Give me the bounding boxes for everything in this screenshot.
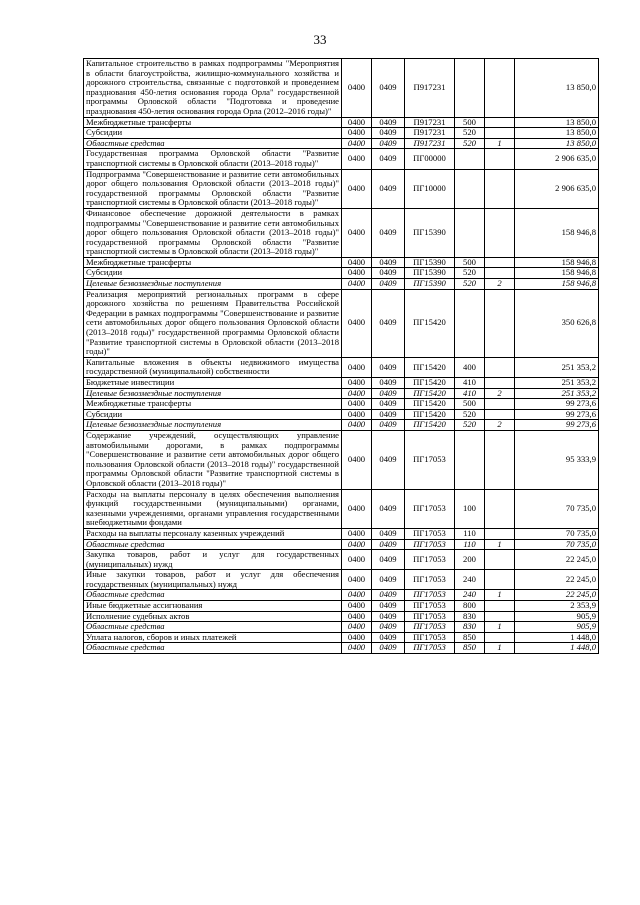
amount-cell: 13 850,0 (515, 117, 599, 128)
table-row (84, 149, 599, 169)
funding-source-cell (485, 409, 515, 420)
target-article-cell: ПГ15420 (405, 399, 455, 410)
subsection-code-cell: 0409 (372, 279, 405, 290)
target-article-cell: П917231 (405, 128, 455, 139)
section-code-cell: 0400 (342, 59, 372, 118)
amount-cell: 13 850,0 (515, 138, 599, 149)
funding-source-cell (485, 601, 515, 612)
subsection-code-cell: 0409 (372, 550, 405, 570)
funding-source-cell (485, 611, 515, 622)
target-article-cell: ПГ15420 (405, 420, 455, 431)
expense-name-cell: Субсидии (84, 268, 342, 279)
subsection-code-cell: 0409 (372, 489, 405, 528)
table-row (84, 643, 599, 654)
section-code-cell: 0400 (342, 489, 372, 528)
section-code-cell: 0400 (342, 399, 372, 410)
amount-cell: 99 273,6 (515, 420, 599, 431)
expense-name-cell: Расходы на выплаты персоналу в целях обеспечения выполнения функций государственными (муниципальными) органами, казенными учреждениями, органами управления государственными внебюджетными фондами (84, 489, 342, 528)
table-row (84, 409, 599, 420)
amount-cell: 99 273,6 (515, 399, 599, 410)
table-row (84, 289, 599, 357)
expense-name-cell: Целевые безвозмездные поступления (84, 388, 342, 399)
table-row (84, 128, 599, 139)
section-code-cell: 0400 (342, 550, 372, 570)
amount-cell: 13 850,0 (515, 128, 599, 139)
expense-type-cell: 830 (455, 611, 485, 622)
funding-source-cell (485, 430, 515, 489)
table-row (84, 208, 599, 257)
table-row (84, 357, 599, 377)
expense-type-cell: 830 (455, 622, 485, 633)
funding-source-cell: 2 (485, 279, 515, 290)
funding-source-cell (485, 128, 515, 139)
subsection-code-cell: 0409 (372, 378, 405, 389)
funding-source-cell: 2 (485, 388, 515, 399)
subsection-code-cell: 0409 (372, 399, 405, 410)
expense-type-cell: 410 (455, 378, 485, 389)
amount-cell: 251 353,2 (515, 378, 599, 389)
expense-type-cell (455, 430, 485, 489)
table-row (84, 590, 599, 601)
funding-source-cell (485, 59, 515, 118)
table-row (84, 489, 599, 528)
section-code-cell: 0400 (342, 590, 372, 601)
funding-source-cell: 1 (485, 643, 515, 654)
expense-type-cell: 520 (455, 420, 485, 431)
section-code-cell: 0400 (342, 420, 372, 431)
expense-name-cell: Капитальное строительство в рамках подпрограммы "Мероприятия в области благоустройства, жилищно-коммунального хозяйства и дорожного строительства, связанные с подготовкой и проведением празднования 450-летия основания города Орла" государственной программы Орловской области "Подготовка и проведение празднования 450-летия основания города Орла (2012–2016 годы)" (84, 59, 342, 118)
amount-cell: 251 353,2 (515, 357, 599, 377)
funding-source-cell (485, 169, 515, 208)
expense-name-cell: Капитальные вложения в объекты недвижимого имущества государственной (муниципальной) собственности (84, 357, 342, 377)
funding-source-cell: 1 (485, 622, 515, 633)
expense-name-cell: Уплата налогов, сборов и иных платежей (84, 632, 342, 643)
amount-cell: 158 946,8 (515, 257, 599, 268)
target-article-cell: ПГ15420 (405, 289, 455, 357)
expense-type-cell: 110 (455, 528, 485, 539)
budget-table (83, 58, 599, 654)
table-row (84, 601, 599, 612)
expense-name-cell: Областные средства (84, 643, 342, 654)
subsection-code-cell: 0409 (372, 539, 405, 550)
target-article-cell: ПГ15390 (405, 279, 455, 290)
expense-type-cell: 100 (455, 489, 485, 528)
section-code-cell: 0400 (342, 611, 372, 622)
funding-source-cell: 1 (485, 539, 515, 550)
section-code-cell: 0400 (342, 268, 372, 279)
subsection-code-cell: 0409 (372, 590, 405, 601)
table-row (84, 550, 599, 570)
expense-type-cell: 400 (455, 357, 485, 377)
expense-name-cell: Финансовое обеспечение дорожной деятельности в рамках подпрограммы "Совершенствование и развитие сети автомобильных дорог общего пользования Орловской области (2013–2018 годы)" государственной программы Орловской области "Развитие транспортной системы в Орловской области (2013–2018 годы)" (84, 208, 342, 257)
expense-name-cell: Областные средства (84, 138, 342, 149)
expense-type-cell (455, 208, 485, 257)
section-code-cell: 0400 (342, 208, 372, 257)
expense-name-cell: Бюджетные инвестиции (84, 378, 342, 389)
table-row (84, 632, 599, 643)
subsection-code-cell: 0409 (372, 601, 405, 612)
amount-cell: 13 850,0 (515, 59, 599, 118)
amount-cell: 905,9 (515, 622, 599, 633)
expense-name-cell: Расходы на выплаты персоналу казенных учреждений (84, 528, 342, 539)
amount-cell: 22 245,0 (515, 570, 599, 590)
expense-name-cell: Иные бюджетные ассигнования (84, 601, 342, 612)
section-code-cell: 0400 (342, 632, 372, 643)
table-row (84, 268, 599, 279)
expense-name-cell: Межбюджетные трансферты (84, 399, 342, 410)
funding-source-cell (485, 289, 515, 357)
expense-name-cell: Реализация мероприятий региональных программ в сфере дорожного хозяйства по решениям Правительства Российской Федерации в рамках подпрограммы "Совершенствование и развитие сети автомобильных дорог общего пользования Орловской области (2013–2018 годы)" государственной программы Орловской области "Развитие транспортной системы в Орловской области (2013–2018 годы)" (84, 289, 342, 357)
subsection-code-cell: 0409 (372, 388, 405, 399)
amount-cell: 22 245,0 (515, 590, 599, 601)
table-row (84, 59, 599, 118)
target-article-cell: ПГ10000 (405, 169, 455, 208)
subsection-code-cell: 0409 (372, 643, 405, 654)
target-article-cell: ПГ17053 (405, 430, 455, 489)
amount-cell: 70 735,0 (515, 528, 599, 539)
expense-type-cell: 520 (455, 409, 485, 420)
subsection-code-cell: 0409 (372, 632, 405, 643)
target-article-cell: ПГ17053 (405, 489, 455, 528)
amount-cell: 350 626,8 (515, 289, 599, 357)
subsection-code-cell: 0409 (372, 268, 405, 279)
expense-type-cell: 520 (455, 268, 485, 279)
expense-type-cell (455, 149, 485, 169)
target-article-cell: ПГ15420 (405, 388, 455, 399)
expense-name-cell: Областные средства (84, 590, 342, 601)
section-code-cell: 0400 (342, 378, 372, 389)
table-row (84, 378, 599, 389)
subsection-code-cell: 0409 (372, 257, 405, 268)
table-row (84, 117, 599, 128)
target-article-cell: ПГ17053 (405, 590, 455, 601)
target-article-cell: ПГ17053 (405, 622, 455, 633)
expense-type-cell (455, 169, 485, 208)
section-code-cell: 0400 (342, 149, 372, 169)
subsection-code-cell: 0409 (372, 117, 405, 128)
expense-type-cell: 500 (455, 399, 485, 410)
amount-cell: 22 245,0 (515, 550, 599, 570)
funding-source-cell: 2 (485, 420, 515, 431)
expense-name-cell: Исполнение судебных актов (84, 611, 342, 622)
section-code-cell: 0400 (342, 138, 372, 149)
section-code-cell: 0400 (342, 289, 372, 357)
section-code-cell: 0400 (342, 169, 372, 208)
section-code-cell: 0400 (342, 128, 372, 139)
table-row (84, 257, 599, 268)
expense-type-cell: 850 (455, 643, 485, 654)
expense-name-cell: Содержание учреждений, осуществляющих управление автомобильными дорогами, в рамках подпрограммы "Совершенствование и развитие сети автомобильных дорог общего пользования Орловской области (2013–2018 годы)" государственной программы Орловской области "Развитие транспортной системы в Орловской области (2013–2018 годы)" (84, 430, 342, 489)
target-article-cell: ПГ17053 (405, 611, 455, 622)
table-row (84, 279, 599, 290)
table-row (84, 622, 599, 633)
target-article-cell: П917231 (405, 138, 455, 149)
subsection-code-cell: 0409 (372, 59, 405, 118)
amount-cell: 158 946,8 (515, 279, 599, 290)
subsection-code-cell: 0409 (372, 357, 405, 377)
subsection-code-cell: 0409 (372, 208, 405, 257)
funding-source-cell (485, 117, 515, 128)
amount-cell: 95 333,9 (515, 430, 599, 489)
target-article-cell: ПГ15420 (405, 378, 455, 389)
section-code-cell: 0400 (342, 601, 372, 612)
funding-source-cell (485, 149, 515, 169)
expense-name-cell: Межбюджетные трансферты (84, 257, 342, 268)
table-row (84, 430, 599, 489)
expense-name-cell: Государственная программа Орловской области "Развитие транспортной системы в Орловской области (2013–2018 годы)" (84, 149, 342, 169)
table-row (84, 388, 599, 399)
expense-name-cell: Межбюджетные трансферты (84, 117, 342, 128)
subsection-code-cell: 0409 (372, 138, 405, 149)
subsection-code-cell: 0409 (372, 430, 405, 489)
amount-cell: 99 273,6 (515, 409, 599, 420)
target-article-cell: ПГ17053 (405, 570, 455, 590)
target-article-cell: ПГ00000 (405, 149, 455, 169)
expense-name-cell: Иные закупки товаров, работ и услуг для обеспечения государственных (муниципальных) нужд (84, 570, 342, 590)
amount-cell: 1 448,0 (515, 632, 599, 643)
section-code-cell: 0400 (342, 388, 372, 399)
funding-source-cell (485, 570, 515, 590)
expense-type-cell: 410 (455, 388, 485, 399)
expense-name-cell: Субсидии (84, 409, 342, 420)
amount-cell: 251 353,2 (515, 388, 599, 399)
section-code-cell: 0400 (342, 539, 372, 550)
table-row (84, 138, 599, 149)
amount-cell: 70 735,0 (515, 539, 599, 550)
target-article-cell: ПГ15420 (405, 357, 455, 377)
expense-type-cell: 520 (455, 128, 485, 139)
expense-name-cell: Целевые безвозмездные поступления (84, 279, 342, 290)
subsection-code-cell: 0409 (372, 128, 405, 139)
expense-name-cell: Областные средства (84, 622, 342, 633)
expense-name-cell: Целевые безвозмездные поступления (84, 420, 342, 431)
target-article-cell: ПГ17053 (405, 528, 455, 539)
amount-cell: 1 448,0 (515, 643, 599, 654)
expense-type-cell: 240 (455, 570, 485, 590)
subsection-code-cell: 0409 (372, 570, 405, 590)
table-row (84, 420, 599, 431)
funding-source-cell (485, 550, 515, 570)
target-article-cell: ПГ15390 (405, 268, 455, 279)
amount-cell: 2 353,9 (515, 601, 599, 612)
amount-cell: 158 946,8 (515, 268, 599, 279)
section-code-cell: 0400 (342, 117, 372, 128)
target-article-cell: ПГ17053 (405, 632, 455, 643)
target-article-cell: ПГ17053 (405, 550, 455, 570)
funding-source-cell (485, 268, 515, 279)
expense-type-cell: 800 (455, 601, 485, 612)
subsection-code-cell: 0409 (372, 611, 405, 622)
funding-source-cell: 1 (485, 138, 515, 149)
section-code-cell: 0400 (342, 622, 372, 633)
target-article-cell: ПГ17053 (405, 539, 455, 550)
funding-source-cell (485, 489, 515, 528)
expense-type-cell: 520 (455, 279, 485, 290)
expense-name-cell: Областные средства (84, 539, 342, 550)
target-article-cell: ПГ17053 (405, 601, 455, 612)
funding-source-cell (485, 632, 515, 643)
page-number: 33 (313, 32, 327, 47)
expense-name-cell: Подпрограмма "Совершенствование и развитие сети автомобильных дорог общего пользования Орловской области (2013–2018 годы)" государственной программы Орловской области "Развитие транспортной системы в Орловской области (2013–2018 годы)" (84, 169, 342, 208)
target-article-cell: ПГ15420 (405, 409, 455, 420)
subsection-code-cell: 0409 (372, 420, 405, 431)
amount-cell: 2 906 635,0 (515, 169, 599, 208)
funding-source-cell (485, 528, 515, 539)
funding-source-cell (485, 257, 515, 268)
subsection-code-cell: 0409 (372, 409, 405, 420)
amount-cell: 70 735,0 (515, 489, 599, 528)
table-row (84, 399, 599, 410)
table-row (84, 539, 599, 550)
expense-type-cell: 850 (455, 632, 485, 643)
expense-name-cell: Закупка товаров, работ и услуг для государственных (муниципальных) нужд (84, 550, 342, 570)
budget-table-body (84, 59, 599, 654)
subsection-code-cell: 0409 (372, 289, 405, 357)
target-article-cell: П917231 (405, 59, 455, 118)
section-code-cell: 0400 (342, 643, 372, 654)
subsection-code-cell: 0409 (372, 169, 405, 208)
funding-source-cell (485, 208, 515, 257)
table-row (84, 528, 599, 539)
expense-type-cell: 520 (455, 138, 485, 149)
funding-source-cell (485, 399, 515, 410)
subsection-code-cell: 0409 (372, 622, 405, 633)
expense-type-cell: 500 (455, 117, 485, 128)
section-code-cell: 0400 (342, 357, 372, 377)
amount-cell: 158 946,8 (515, 208, 599, 257)
section-code-cell: 0400 (342, 257, 372, 268)
target-article-cell: ПГ17053 (405, 643, 455, 654)
subsection-code-cell: 0409 (372, 528, 405, 539)
expense-type-cell: 200 (455, 550, 485, 570)
table-row (84, 169, 599, 208)
section-code-cell: 0400 (342, 279, 372, 290)
expense-type-cell: 110 (455, 539, 485, 550)
amount-cell: 2 906 635,0 (515, 149, 599, 169)
subsection-code-cell: 0409 (372, 149, 405, 169)
funding-source-cell (485, 378, 515, 389)
target-article-cell: П917231 (405, 117, 455, 128)
section-code-cell: 0400 (342, 409, 372, 420)
section-code-cell: 0400 (342, 528, 372, 539)
section-code-cell: 0400 (342, 570, 372, 590)
section-code-cell: 0400 (342, 430, 372, 489)
target-article-cell: ПГ15390 (405, 208, 455, 257)
expense-type-cell (455, 289, 485, 357)
target-article-cell: ПГ15390 (405, 257, 455, 268)
expense-type-cell: 240 (455, 590, 485, 601)
table-row (84, 570, 599, 590)
expense-type-cell (455, 59, 485, 118)
expense-name-cell: Субсидии (84, 128, 342, 139)
funding-source-cell (485, 357, 515, 377)
funding-source-cell: 1 (485, 590, 515, 601)
table-row (84, 611, 599, 622)
amount-cell: 905,9 (515, 611, 599, 622)
expense-type-cell: 500 (455, 257, 485, 268)
